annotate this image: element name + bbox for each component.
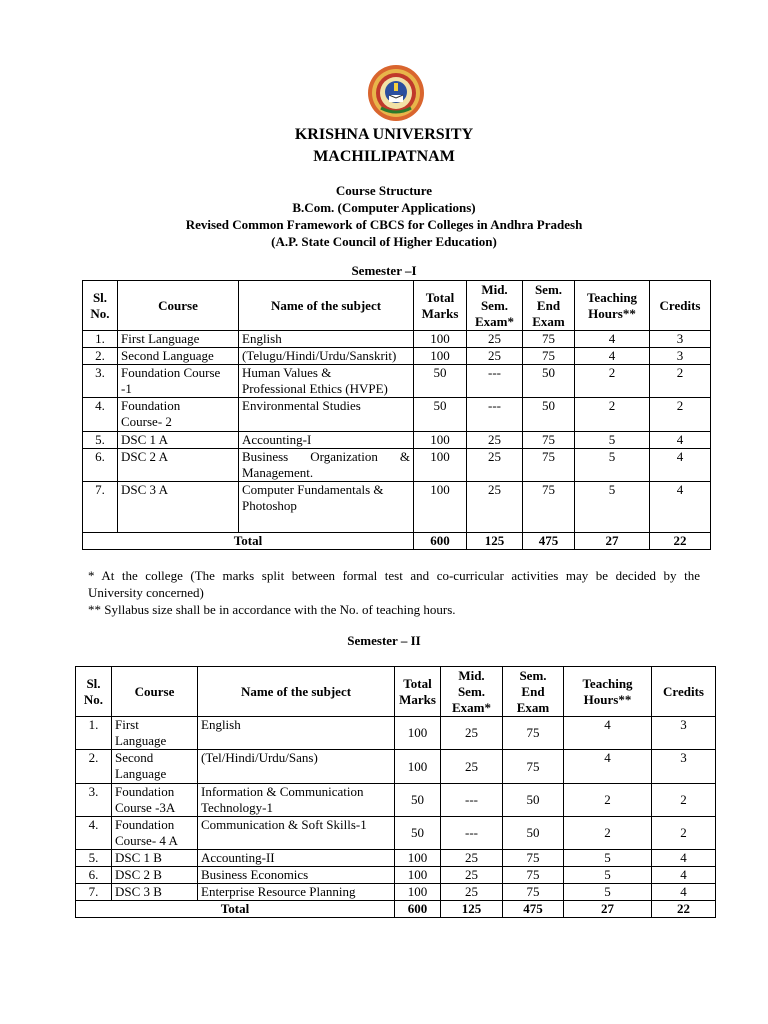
semester-2-title: Semester – II <box>347 633 421 648</box>
table-header-row: Sl. No. Course Name of the subject Total Marks Mid. Sem. Exam* Sem. End Exam Teaching Hours** Credits <box>76 667 716 717</box>
table-row: 7. DSC 3 B Enterprise Resource Planning 100 25 75 5 4 <box>76 884 716 901</box>
university-city: MACHILIPATNAM <box>313 148 455 165</box>
table-row: 3. Foundation Course -1 Human Values & Professional Ethics (HVPE) 50 --- 50 2 2 <box>83 365 711 398</box>
table-row: 6. DSC 2 B Business Economics 100 25 75 5 4 <box>76 867 716 884</box>
footnote-1-line-1: * At the college (The marks split between formal test and co-curricular activities may be decided by the <box>88 568 700 583</box>
footnote-1-line-2: University concerned) <box>88 585 204 600</box>
table-header-row: Sl. No. Course Name of the subject Total Marks Mid. Sem. Exam* Sem. End Exam Teaching Hours** Credits <box>83 281 711 331</box>
table-row: 5. DSC 1 A Accounting-I 100 25 75 5 4 <box>83 432 711 449</box>
table-row: 4. Foundation Course- 4 A Communication & Soft Skills-1 50 --- 50 2 2 <box>76 817 716 850</box>
table-row: 5. DSC 1 B Accounting-II 100 25 75 5 4 <box>76 850 716 867</box>
table-row: 1. First Language English 100 25 75 4 3 <box>76 717 716 750</box>
table-total-row: Total 600 125 475 27 22 <box>76 901 716 918</box>
footnote-2: ** Syllabus size shall be in accordance with the No. of teaching hours. <box>88 602 456 617</box>
framework-title: Revised Common Framework of CBCS for Colleges in Andhra Pradesh <box>185 217 583 232</box>
logo-petals <box>368 65 424 121</box>
table-row: 7. DSC 3 A Computer Fundamentals & Photoshop 100 25 75 5 4 <box>83 482 711 533</box>
university-logo <box>367 64 425 122</box>
program-name: B.Com. (Computer Applications) <box>292 200 476 215</box>
council-name: (A.P. State Council of Higher Education) <box>271 234 497 249</box>
table-row: 4. Foundation Course- 2 Environmental Studies 50 --- 50 2 2 <box>83 398 711 432</box>
table-row: 1. First Language English 100 25 75 4 3 <box>83 331 711 348</box>
semester-1-table <box>82 280 711 550</box>
table-row: 3. Foundation Course -3A Information & Communication Technology-1 50 --- 50 2 2 <box>76 784 716 817</box>
footnotes <box>88 567 700 618</box>
table-total-row: Total 600 125 475 27 22 <box>83 533 711 550</box>
university-name: KRISHNA UNIVERSITY <box>294 126 474 143</box>
table-row: 6. DSC 2 A Business Organization & Management. 100 25 75 5 4 <box>83 449 711 482</box>
semester-1-title: Semester –I <box>351 263 417 278</box>
table-row: 2. Second Language (Tel/Hindi/Urdu/Sans) 100 25 75 4 3 <box>76 750 716 784</box>
table-row: 2. Second Language (Telugu/Hindi/Urdu/Sanskrit) 100 25 75 4 3 <box>83 348 711 365</box>
semester-2-table <box>75 666 716 918</box>
course-structure-title: Course Structure <box>335 183 433 198</box>
